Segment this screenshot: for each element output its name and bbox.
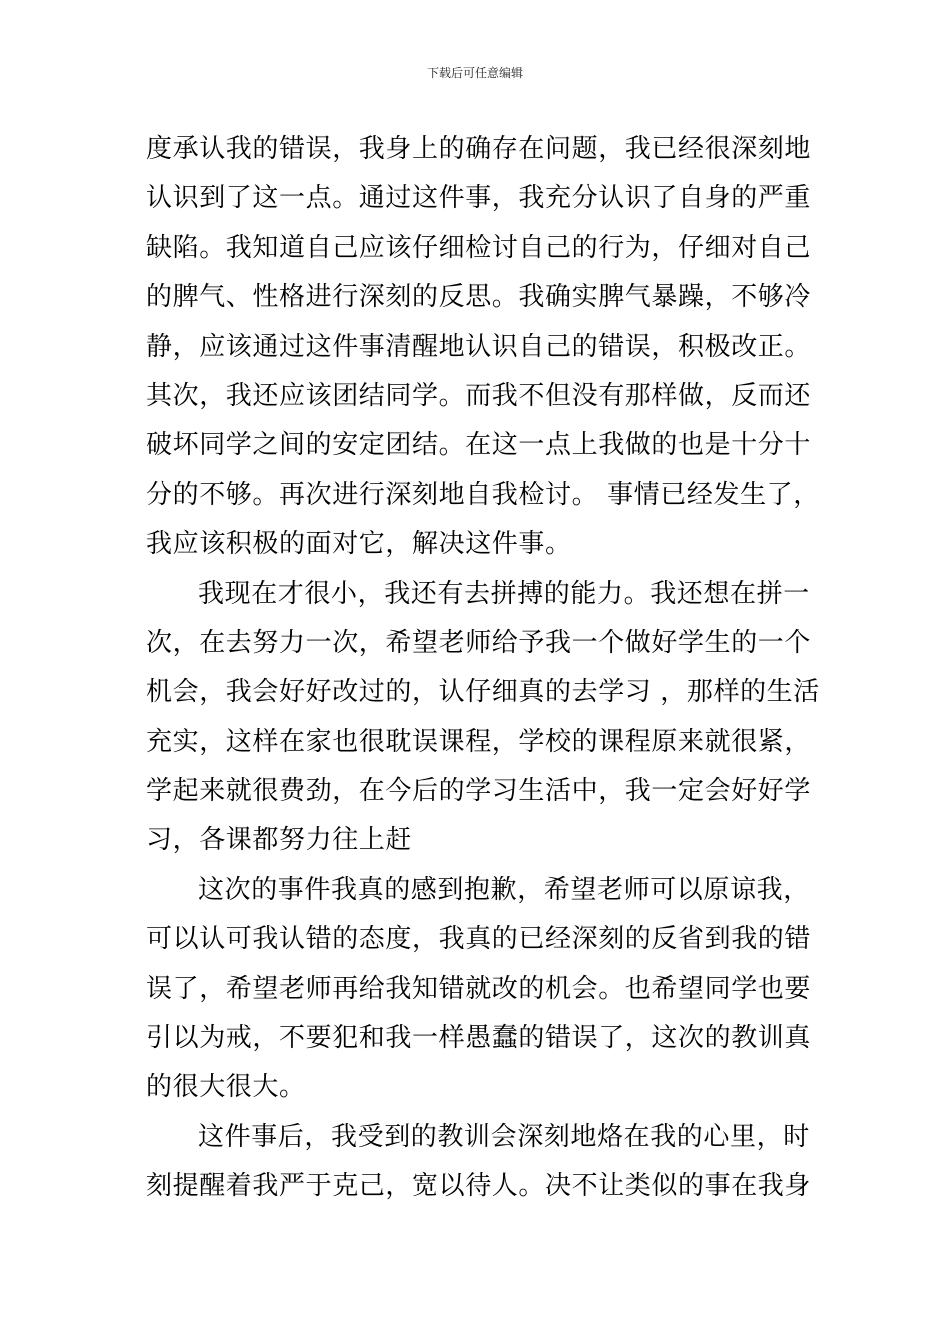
text-line: 分的不够。再次进行深刻地自我检讨。 事情已经发生了，: [146, 479, 820, 510]
text-line: 这次的事件我真的感到抱歉，希望老师可以原谅我，: [198, 874, 810, 905]
text-line: 我现在才很小，我还有去拼搏的能力。我还想在拼一: [198, 578, 810, 609]
text-line: 充实，这样在家也很耽误课程，学校的课程原来就很紧，: [146, 726, 812, 757]
text-line: 的很大很大。: [146, 1072, 306, 1103]
text-line: 机会，我会好好改过的，认仔细真的去学习 ，那样的生活: [146, 677, 820, 708]
text-line: 习，各课都努力往上赶: [146, 825, 413, 856]
text-line: 这件事后，我受到的教训会深刻地烙在我的心里，时: [198, 1121, 810, 1152]
paragraph-2: [146, 570, 820, 866]
text-line: 认识到了这一点。通过这件事，我充分认识了自身的严重: [146, 183, 812, 214]
paragraph-3: [146, 866, 812, 1113]
text-line: 破坏同学之间的安定团结。在这一点上我做的也是十分十: [146, 430, 812, 461]
text-line: 误了，希望老师再给我知错就改的机会。也希望同学也要: [146, 973, 812, 1004]
text-line: 我应该积极的面对它，解决这件事。: [146, 529, 572, 560]
page-header-note: 下载后可任意编辑: [426, 66, 523, 80]
text-line: 其次，我还应该团结同学。而我不但没有那样做，反而还: [146, 380, 812, 411]
paragraph-1: [146, 125, 820, 570]
text-line: 引以为戒，不要犯和我一样愚蠢的错误了，这次的教训真: [146, 1023, 812, 1054]
text-line: 的脾气、性格进行深刻的反思。我确实脾气暴躁，不够冷: [146, 282, 812, 313]
text-line: 度承认我的错误，我身上的确存在问题，我已经很深刻地: [146, 134, 812, 164]
text-line: 刻提醒着我严于克己，宽以待人。决不让类似的事在我身: [146, 1171, 812, 1202]
text-line: 学起来就很费劲，在今后的学习生活中，我一定会好好学: [146, 776, 812, 807]
text-line: 可以认可我认错的态度，我真的已经深刻的反省到我的错: [146, 924, 812, 955]
text-line: 次，在去努力一次，希望老师给予我一个做好学生的一个: [146, 627, 812, 658]
text-line: 静，应该通过这件事清醒地认识自己的错误，积极改正。: [146, 331, 812, 362]
paragraph-4: [146, 1113, 812, 1212]
document-body: [146, 125, 820, 1212]
text-line: 缺陷。我知道自己应该仔细检讨自己的行为，仔细对自己: [146, 232, 812, 263]
